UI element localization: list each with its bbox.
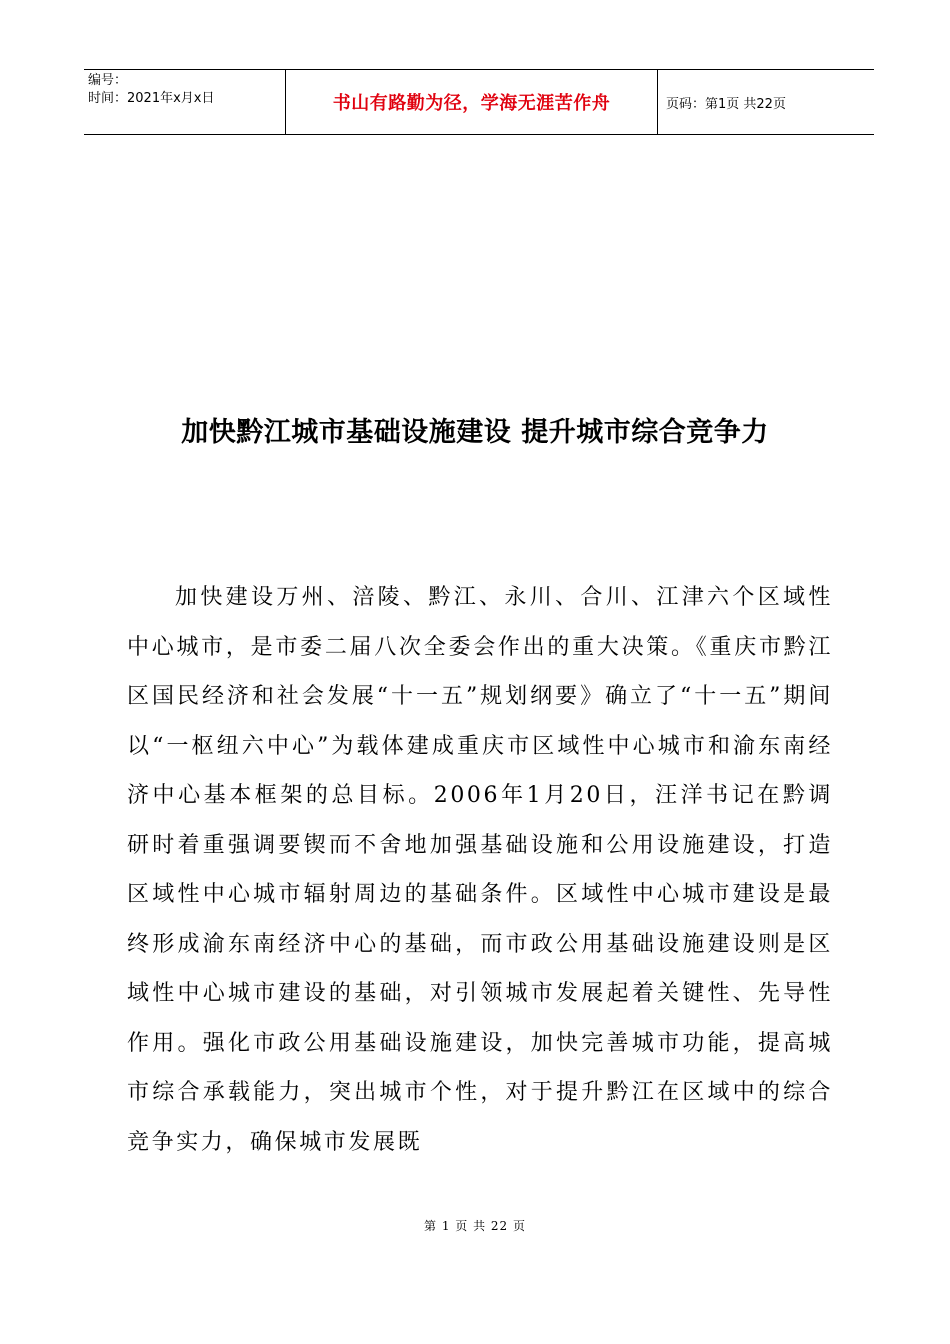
- motto-text: 书山有路勤为径，学海无涯苦作舟: [332, 93, 611, 114]
- header-motto-cell: [286, 70, 658, 134]
- header-info-cell: [84, 70, 286, 134]
- body-paragraph: 加快建设万州、涪陵、黔江、永川、合川、江津六个区域性中心城市，是市委二届八次全委会作出的重大决策。《重庆市黔江区国民经济和社会发展“十一五”规划纲要》确立了“十一五”期间以“一枢纽六中心”为载体建成重庆市区域性中心城市和渝东南经济中心基本框架的总目标。2006年1月20日，汪洋书记在黔调研时着重强调要锲而不舍地加强基础设施和公用设施建设，打造区域性中心城市辐射周边的基础条件。区域性中心城市建设是最终形成渝东南经济中心的基础，而市政公用基础设施建设则是区域性中心城市建设的基础，对引领城市发展起着关键性、先导性作用。强化市政公用基础设施建设，加快完善城市功能，提高城市综合承载能力，突出城市个性，对于提升黔江在区域中的综合竞争实力，确保城市发展既: [127, 585, 833, 1155]
- page-code: 页码：第1页 共22页: [666, 96, 786, 112]
- document-title: 加快黔江城市基础设施建设 提升城市综合竞争力: [181, 417, 769, 448]
- header-table: [84, 69, 874, 135]
- header-page-cell: [658, 70, 874, 134]
- page-footer: 第 1 页 共 22 页: [424, 1219, 526, 1233]
- time-label: 时间：2021年x月x日: [88, 91, 215, 106]
- number-label: 编号：: [88, 73, 128, 88]
